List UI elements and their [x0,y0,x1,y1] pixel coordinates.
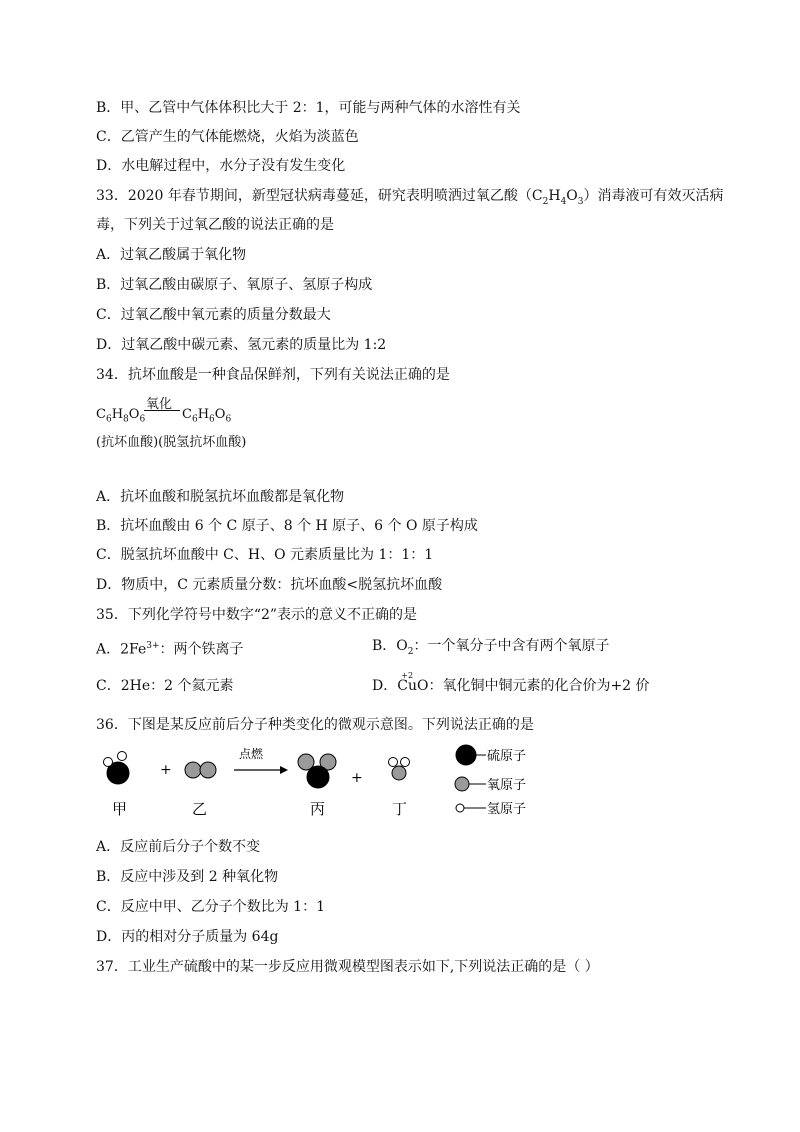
q34-formula-right: $C_6H_6O_6$ [182,407,232,425]
q33-option-a: A．过氧乙酸属于氧化物 [96,247,247,263]
q36-option-c: C．反应中甲、乙分子个数比为 1：1 [96,899,325,915]
legend-hydrogen-label: 氢原子 [487,802,527,817]
q33-option-d: D．过氧乙酸中碳元素、氢元素的质量比为 1:2 [96,337,387,353]
hydrogen-atom [104,758,113,767]
q34-arrow-label: 氧化 [146,397,173,412]
q35-d-post: ：氧化铜中铜元素的化合价为+2 价 [428,678,650,694]
q34-equation [96,393,276,463]
legend-sulfur-icon [456,745,476,765]
q34-option-b: B．抗坏血酸由 6 个 C 原子、8 个 H 原子、6 个 O 原子构成 [96,518,478,534]
legend [455,745,526,817]
q32-option-c: C．乙管产生的气体能燃烧，火焰为淡蓝色 [96,129,359,145]
label-yi: 乙 [192,800,208,818]
q34-arrow-line [144,410,180,411]
q36-option-b: B．反应中涉及到 2 种氧化物 [96,869,279,885]
arrow-label: 点燃 [239,747,264,761]
q33-sub-1: 2 [542,196,549,207]
q33-stem-text-b: ）消毒液可有效灭活病 [583,188,724,204]
q35-d-formula-wrap [397,671,429,695]
q34-option-a: A．抗坏血酸和脱氢抗坏血酸都是氧化物 [96,489,345,505]
label-ding: 丁 [392,800,408,818]
q35-option-a [96,637,244,659]
q35-option-c: C．2He：2 个氦元素 [96,678,234,694]
q33-sub-3: 3 [577,196,584,207]
legend-sulfur-label: 硫原子 [487,749,527,764]
q34-formula-left: $C_6H_8O_6$ [96,407,146,425]
plus-sign-2: + [351,770,363,786]
q35-b-sub: 2 [407,646,414,657]
q36-stem: 36．下图是某反应前后分子种类变化的微观示意图。下列说法正确的是 [96,717,534,733]
q35-a-post: ：两个铁离子 [159,641,244,658]
legend-oxygen-label: 氧原子 [487,778,527,793]
molecule-yi [185,762,216,778]
q33-sub-2: 4 [560,196,567,207]
q36-option-a: A．反应前后分子个数不变 [96,839,261,855]
oxygen-atom [185,762,201,778]
label-bing: 丙 [310,800,326,818]
q33-stem-line1 [96,187,724,211]
q33-o: O [566,188,578,204]
q35-a-sup: 3+ [146,641,160,651]
q36-reaction-svg [96,742,556,828]
q32-option-d: D．水电解过程中，水分子没有发生变化 [96,158,346,174]
q35-option-d [372,671,650,695]
plus-sign-1: + [160,762,172,778]
q33-stem-text-a: 33．2020 年春节期间，新型冠状病毒蔓延，研究表明喷洒过氧乙酸（C [96,188,543,204]
q34-option-d: D．物质中，C 元素质量分数：抗坏血酸<脱氢抗坏血酸 [96,577,443,593]
q34-compound-names: (抗坏血酸)(脱氢抗坏血酸) [96,435,247,450]
q35-stem: 35．下列化学符号中数字“2”表示的意义不正确的是 [96,607,418,623]
label-jia: 甲 [112,800,128,818]
q35-d-formula: CuO [397,678,429,694]
q35-d-pre: D． [372,678,398,694]
q36-reaction-diagram [96,742,556,828]
q37-stem: 37．工业生产硫酸中的某一步反应用微观模型图表示如下,下列说法正确的是（ ） [96,959,599,975]
legend-oxygen-icon [455,777,469,791]
q33-h: H [548,188,561,204]
hydrogen-atom [401,758,410,767]
q33-option-b: B．过氧乙酸由碳原子、氧原子、氢原子构成 [96,277,373,293]
hydrogen-atom [118,752,127,761]
molecule-bing [298,754,336,788]
q35-b-post: ：一个氧分子中含有两个氧原子 [413,638,610,654]
oxygen-atom [392,766,406,780]
q34-stem: 34．抗坏血酸是一种食品保鲜剂，下列有关说法正确的是 [96,367,450,383]
q34-option-c: C．脱氢抗坏血酸中 C、H、O 元素质量比为 1：1：1 [96,547,434,563]
q32-option-b: B．甲、乙管中气体体积比大于 2：1，可能与两种气体的水溶性有关 [96,100,521,116]
hydrogen-atom [389,758,398,767]
q35-option-b [372,637,610,661]
reaction-arrow-head [280,766,288,774]
q35-d-valence: +2 [401,671,414,680]
molecule-ding [389,758,410,781]
legend-hydrogen-icon [456,804,464,812]
molecule-jia [104,752,130,785]
q36-option-d: D．丙的相对分子质量为 64g [96,929,279,945]
q35-a-pre: A．2Fe [96,641,147,658]
sulfur-atom [307,766,329,788]
q33-stem-line2: 毒，下列关于过氧乙酸的说法正确的是 [96,217,334,233]
oxygen-atom [200,762,216,778]
q35-b-pre: B．O [372,638,408,654]
q33-option-c: C．过氧乙酸中氧元素的质量分数最大 [96,307,331,323]
